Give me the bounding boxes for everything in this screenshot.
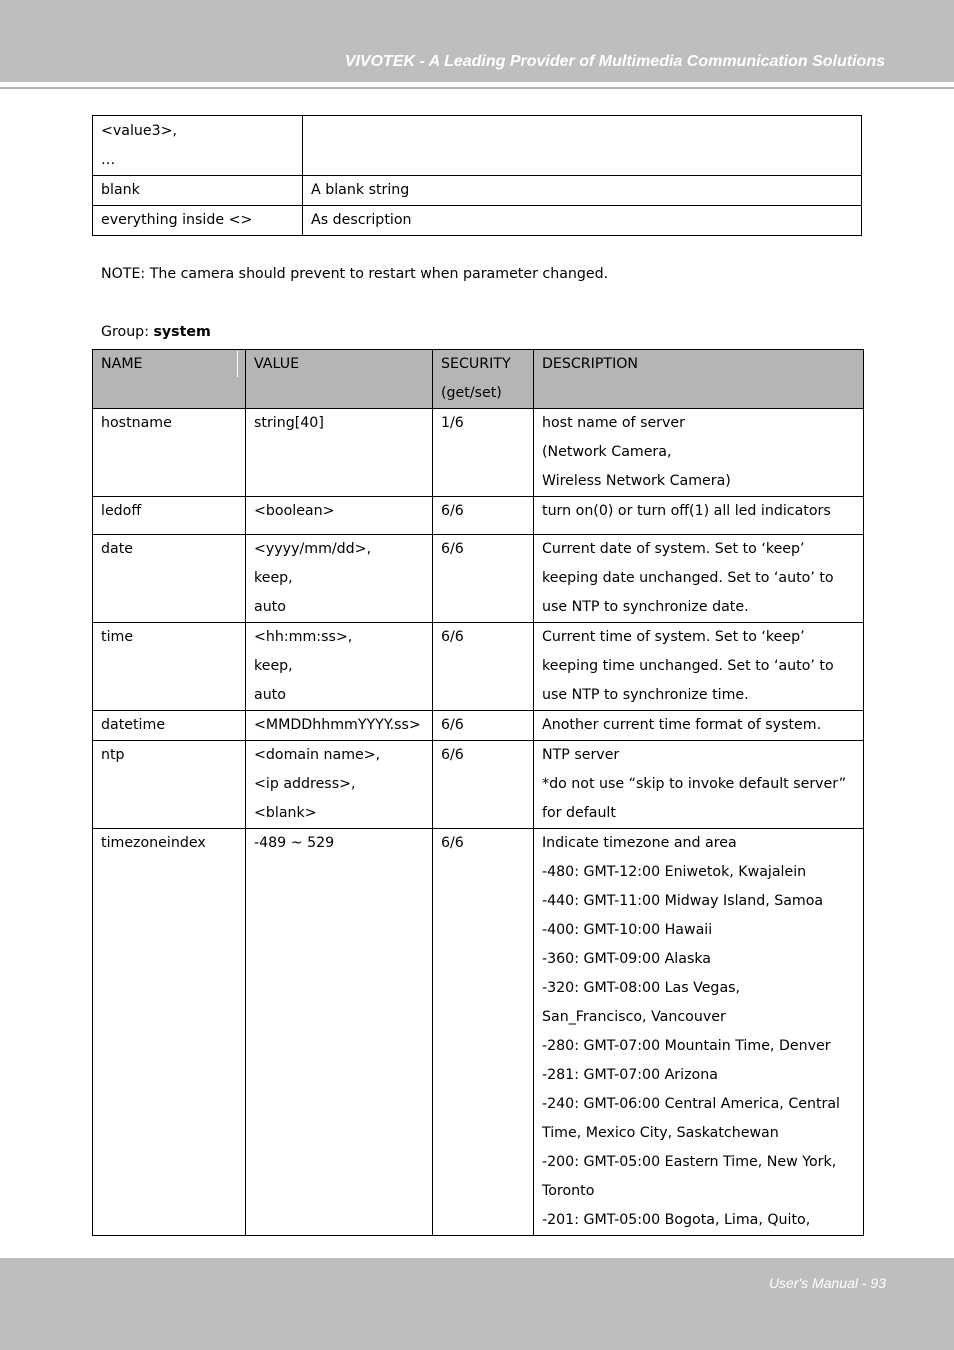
cell-line: auto [254,687,286,703]
cell-security: 6/6 [433,829,534,1236]
table-row [93,206,862,236]
cell-name: datetime [93,711,246,741]
cell-line: -400: GMT-10:00 Hawaii [542,922,713,938]
table-cell: everything inside <> [93,206,303,236]
header-security-line: SECURITY [441,356,511,372]
header-description: DESCRIPTION [534,350,864,409]
cell-description [534,829,864,1236]
table-header-row [93,350,864,409]
cell-line: (Network Camera, [542,444,672,460]
note-text: NOTE: The camera should prevent to restart when parameter changed. [101,266,609,282]
group-label: Group: [101,324,154,340]
header-band [0,0,954,82]
cell-line: Current date of system. Set to ‘keep’ [542,541,805,557]
cell-line: <MMDDhhmmYYYY.ss> [254,717,421,733]
cell-line: … [101,152,116,168]
cell-line: Time, Mexico City, Saskatchewan [542,1125,779,1141]
cell-value [246,409,433,497]
cell-line: NTP server [542,747,620,763]
table-cell: blank [93,176,303,206]
header-divider [0,87,954,89]
table-row [93,741,864,829]
cell-line: string[40] [254,415,324,431]
system-table [92,349,864,1236]
cell-value [246,623,433,711]
group-name: system [153,324,211,340]
cell-security: 1/6 [433,409,534,497]
cell-line: -240: GMT-06:00 Central America, Central [542,1096,840,1112]
table-row [93,409,864,497]
cell-line: -200: GMT-05:00 Eastern Time, New York, [542,1154,837,1170]
cell-line: -201: GMT-05:00 Bogota, Lima, Quito, [542,1212,811,1228]
header-security-line: (get/set) [441,385,502,401]
cell-description [534,409,864,497]
cell-name: hostname [93,409,246,497]
header-cell-divider [237,351,238,377]
cell-description [534,623,864,711]
page-number: User's Manual - 93 [768,1275,886,1291]
group-heading [101,324,211,340]
table-row [93,176,862,206]
cell-line: <value3>, [101,123,178,139]
cell-security: 6/6 [433,497,534,535]
cell-name: time [93,623,246,711]
cell-line: turn on(0) or turn off(1) all led indicators [542,503,831,519]
cell-line: for default [542,805,616,821]
cell-line: auto [254,599,286,615]
cell-security: 6/6 [433,741,534,829]
header-value: VALUE [246,350,433,409]
cell-description [534,711,864,741]
cell-line: use NTP to synchronize time. [542,687,749,703]
table-row [93,711,864,741]
footer-band [0,1258,954,1350]
table-cell [93,116,303,176]
table-row [93,829,864,1236]
cell-line: <boolean> [254,503,335,519]
top-table [92,115,862,236]
cell-line: <yyyy/mm/dd>, [254,541,372,557]
header-security [433,350,534,409]
table-cell [303,116,862,176]
cell-line: San_Francisco, Vancouver [542,1009,726,1025]
cell-line: <ip address>, [254,776,356,792]
table-cell: A blank string [303,176,862,206]
cell-value [246,741,433,829]
cell-security: 6/6 [433,711,534,741]
cell-line: -489 ~ 529 [254,835,335,851]
cell-security: 6/6 [433,623,534,711]
cell-line: keep, [254,570,293,586]
cell-description [534,741,864,829]
cell-line: <hh:mm:ss>, [254,629,353,645]
cell-name: timezoneindex [93,829,246,1236]
cell-line: -281: GMT-07:00 Arizona [542,1067,718,1083]
cell-line: <blank> [254,805,317,821]
cell-line: keeping date unchanged. Set to ‘auto’ to [542,570,834,586]
cell-line: Current time of system. Set to ‘keep’ [542,629,805,645]
cell-line: -280: GMT-07:00 Mountain Time, Denver [542,1038,831,1054]
table-row [93,623,864,711]
cell-value [246,711,433,741]
cell-line: Wireless Network Camera) [542,473,731,489]
cell-description [534,497,864,535]
cell-line: Another current time format of system. [542,717,822,733]
table-cell: As description [303,206,862,236]
cell-line: -360: GMT-09:00 Alaska [542,951,711,967]
cell-line: Indicate timezone and area [542,835,737,851]
cell-line: *do not use “skip to invoke default server” [542,776,847,792]
cell-name: ntp [93,741,246,829]
cell-value [246,497,433,535]
cell-description [534,535,864,623]
cell-line: -480: GMT-12:00 Eniwetok, Kwajalein [542,864,807,880]
header-name: NAME [93,350,246,409]
cell-name: date [93,535,246,623]
cell-value [246,535,433,623]
cell-line: keeping time unchanged. Set to ‘auto’ to [542,658,834,674]
table-row [93,535,864,623]
cell-line: -440: GMT-11:00 Midway Island, Samoa [542,893,824,909]
table-row [93,116,862,176]
cell-line: keep, [254,658,293,674]
cell-line: <domain name>, [254,747,381,763]
cell-value [246,829,433,1236]
header-title: VIVOTEK - A Leading Provider of Multimedia Communication Solutions [344,53,885,70]
cell-line: Toronto [542,1183,595,1199]
cell-line: use NTP to synchronize date. [542,599,749,615]
cell-line: host name of server [542,415,685,431]
table-row [93,497,864,535]
cell-name: ledoff [93,497,246,535]
cell-line: -320: GMT-08:00 Las Vegas, [542,980,741,996]
cell-security: 6/6 [433,535,534,623]
